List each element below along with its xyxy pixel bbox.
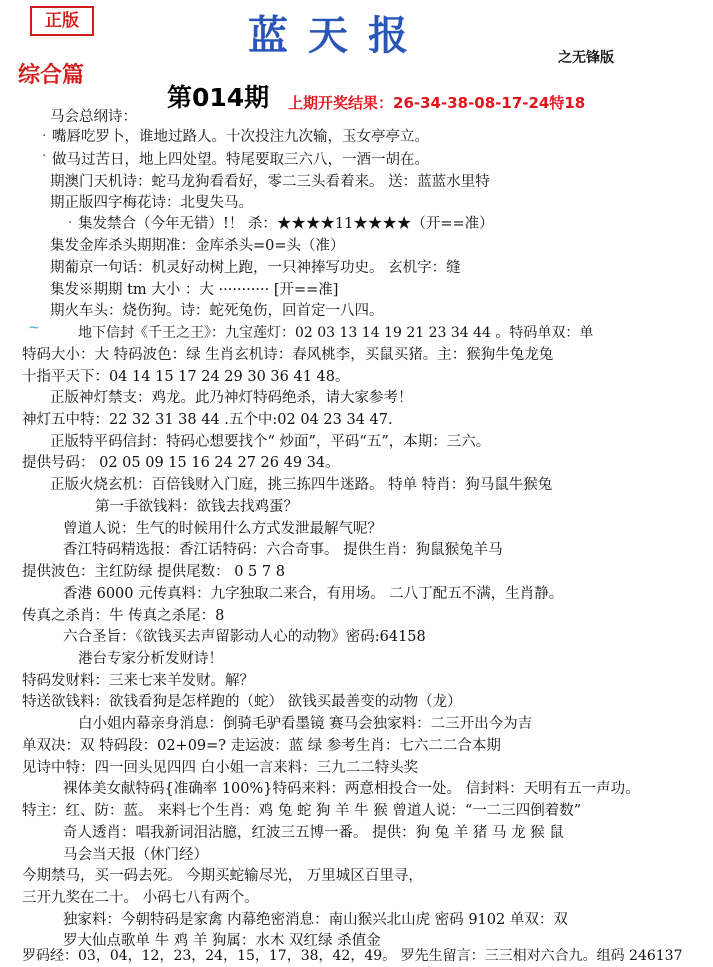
text-line: 六合圣旨：《欲钱买去声留影动人心的动物》密码:64158 bbox=[63, 629, 426, 645]
text-line: 集发金库杀头期期准：金库杀头=0=头（准） bbox=[50, 238, 345, 254]
issue-number: 第014期 bbox=[167, 83, 270, 112]
text-line: 正版火烧玄机：百倍钱财入门庭，挑三拣四牛迷路。 特单 特肖：狗马鼠牛猴兔 bbox=[50, 477, 553, 493]
text-line: 期正版四字梅花诗：北叟失马。 bbox=[50, 195, 253, 211]
text-line: 十指平天下：04 14 15 17 24 29 30 36 41 48。 bbox=[22, 369, 350, 385]
newspaper-title: 蓝天报 bbox=[248, 13, 428, 59]
text-line: 特主：红、防：蓝。 来料七个生肖：鸡 兔 蛇 狗 羊 牛 猴 曾道人说：“一二三四倒着数” bbox=[22, 803, 582, 819]
bullet-mark-icon: · bbox=[42, 128, 47, 144]
text-line: 正版神灯禁支：鸡龙。此乃神灯特码绝杀，请大家参考！ bbox=[50, 390, 413, 406]
text-line: 马会总纲诗： bbox=[50, 109, 137, 125]
text-line: 正版特平码信封：特码心想要找个“ 炒面”，平码“五”，本期：三六。 bbox=[50, 434, 491, 450]
text-line: 白小姐内幕亲身消息：倒骑毛驴看墨镜 赛马会独家料：二三开出今为吉 bbox=[78, 716, 533, 732]
section-tag: 综合篇 bbox=[18, 63, 85, 88]
text-line: 特码大小：大 特码波色：绿 生肖玄机诗：春风桃李，买鼠买猪。主：猴狗牛兔龙兔 bbox=[22, 347, 554, 363]
text-line: 期葡京一句话：机灵好动树上跑，一只神捧写功史。 玄机字：缝 bbox=[50, 260, 461, 276]
text-line: 提供号码： 02 05 09 15 16 24 27 26 49 34。 bbox=[22, 455, 340, 471]
text-line: 集发禁合（今年无错）!！ 杀：★★★★11★★★★（开==准） bbox=[78, 216, 494, 232]
text-line: 港台专家分析发财诗！ bbox=[78, 651, 223, 667]
edition-label: 之无锋版 bbox=[558, 50, 614, 66]
text-line: 做马过苦日，地上四处望。特尾要取三六八，一酒一胡在。 bbox=[52, 152, 429, 168]
text-line: 期澳门天机诗：蛇马龙狗看看好，零二三头看着来。 送：蓝蓝水里特 bbox=[50, 174, 490, 190]
text-line: 提供波色：主红防绿 提供尾数： 0 5 7 8 bbox=[22, 564, 285, 580]
text-line: 香江特码精选报：香江话特码：六合奇事。 提供生肖：狗鼠猴兔羊马 bbox=[63, 542, 503, 558]
text-line: 第一手欲钱料：欲钱去找鸡蛋？ bbox=[95, 499, 298, 515]
text-line: 嘴唇吃罗卜，谁地过路人。十次投注九次输，玉女亭亭立。 bbox=[52, 129, 429, 145]
text-line: 三开九奖在二十。 小码七八有两个。 bbox=[22, 890, 259, 906]
text-line: 传真之杀肖：牛 传真之杀尾：8 bbox=[22, 608, 225, 624]
text-line: 神灯五中特：22 32 31 38 44 .五个中:02 04 23 34 47. bbox=[22, 412, 393, 428]
text-line: 罗码经：03，04，12，23，24，15，17，38，42，49。 罗先生留言：三三相对六合九。组码 246137 bbox=[22, 948, 683, 964]
bullet-mark-icon: ~ bbox=[28, 320, 40, 336]
text-line: 见诗中特：四一回头见四四 白小姐一言来料：三九二二特头奖 bbox=[22, 760, 419, 776]
text-line: 奇人透肖：唱我新词泪沾臆，红波三五博一番。 提供：狗 兔 羊 猪 马 龙 猴 鼠 bbox=[63, 825, 564, 841]
bullet-mark-icon: · bbox=[42, 148, 47, 164]
text-line: 香港 6000 元传真料：九字独取二来合，有用场。 二八丁配五不满，生肖静。 bbox=[63, 586, 564, 602]
text-line: 罗大仙点歌单 牛 鸡 羊 狗属：水木 双红绿 杀值金 bbox=[63, 933, 381, 949]
text-line: 地下信封《千王之王》：九宝莲灯：02 03 13 14 19 21 23 34 44 。特码单双：单 bbox=[78, 325, 594, 341]
text-line: 期火车头：烧伤狗。诗：蛇死兔伤，回首定一八四。 bbox=[50, 303, 384, 319]
text-line: 集发※期期 tm 大小 ：大 ··········· [开==准] bbox=[50, 282, 339, 298]
edition-badge: 正版 bbox=[30, 6, 94, 36]
text-line: 独家料：今朝特码是家禽 内幕绝密消息：南山猴兴北山虎 密码 9102 单双：双 bbox=[63, 912, 568, 928]
text-line: 曾道人说：生气的时候用什么方式发泄最解气呢？ bbox=[63, 521, 382, 537]
text-line: 单双决：双 特码段：02+09=? 走运波：蓝 绿 参考生肖：七六二二合本期 bbox=[22, 738, 501, 754]
bullet-mark-icon: · bbox=[68, 215, 73, 231]
text-line: 今期禁马，买一码去死。 今期买蛇输尽光， 万里城区百里寻， bbox=[22, 868, 423, 884]
text-line: 马会当天报（休门经） bbox=[63, 847, 208, 863]
last-draw-result: 上期开奖结果：26-34-38-08-17-24特18 bbox=[288, 94, 586, 112]
text-line: 裸体美女献特码{准确率 100%}特码来料：两意相投合一处。 信封料：天明有五一声功。 bbox=[63, 781, 640, 797]
text-line: 特送欲钱料：欲钱看狗是怎样跑的（蛇） 欲钱买最善变的动物（龙） bbox=[22, 694, 462, 710]
text-line: 特码发财料：三来七来羊发财。解？ bbox=[22, 673, 254, 689]
